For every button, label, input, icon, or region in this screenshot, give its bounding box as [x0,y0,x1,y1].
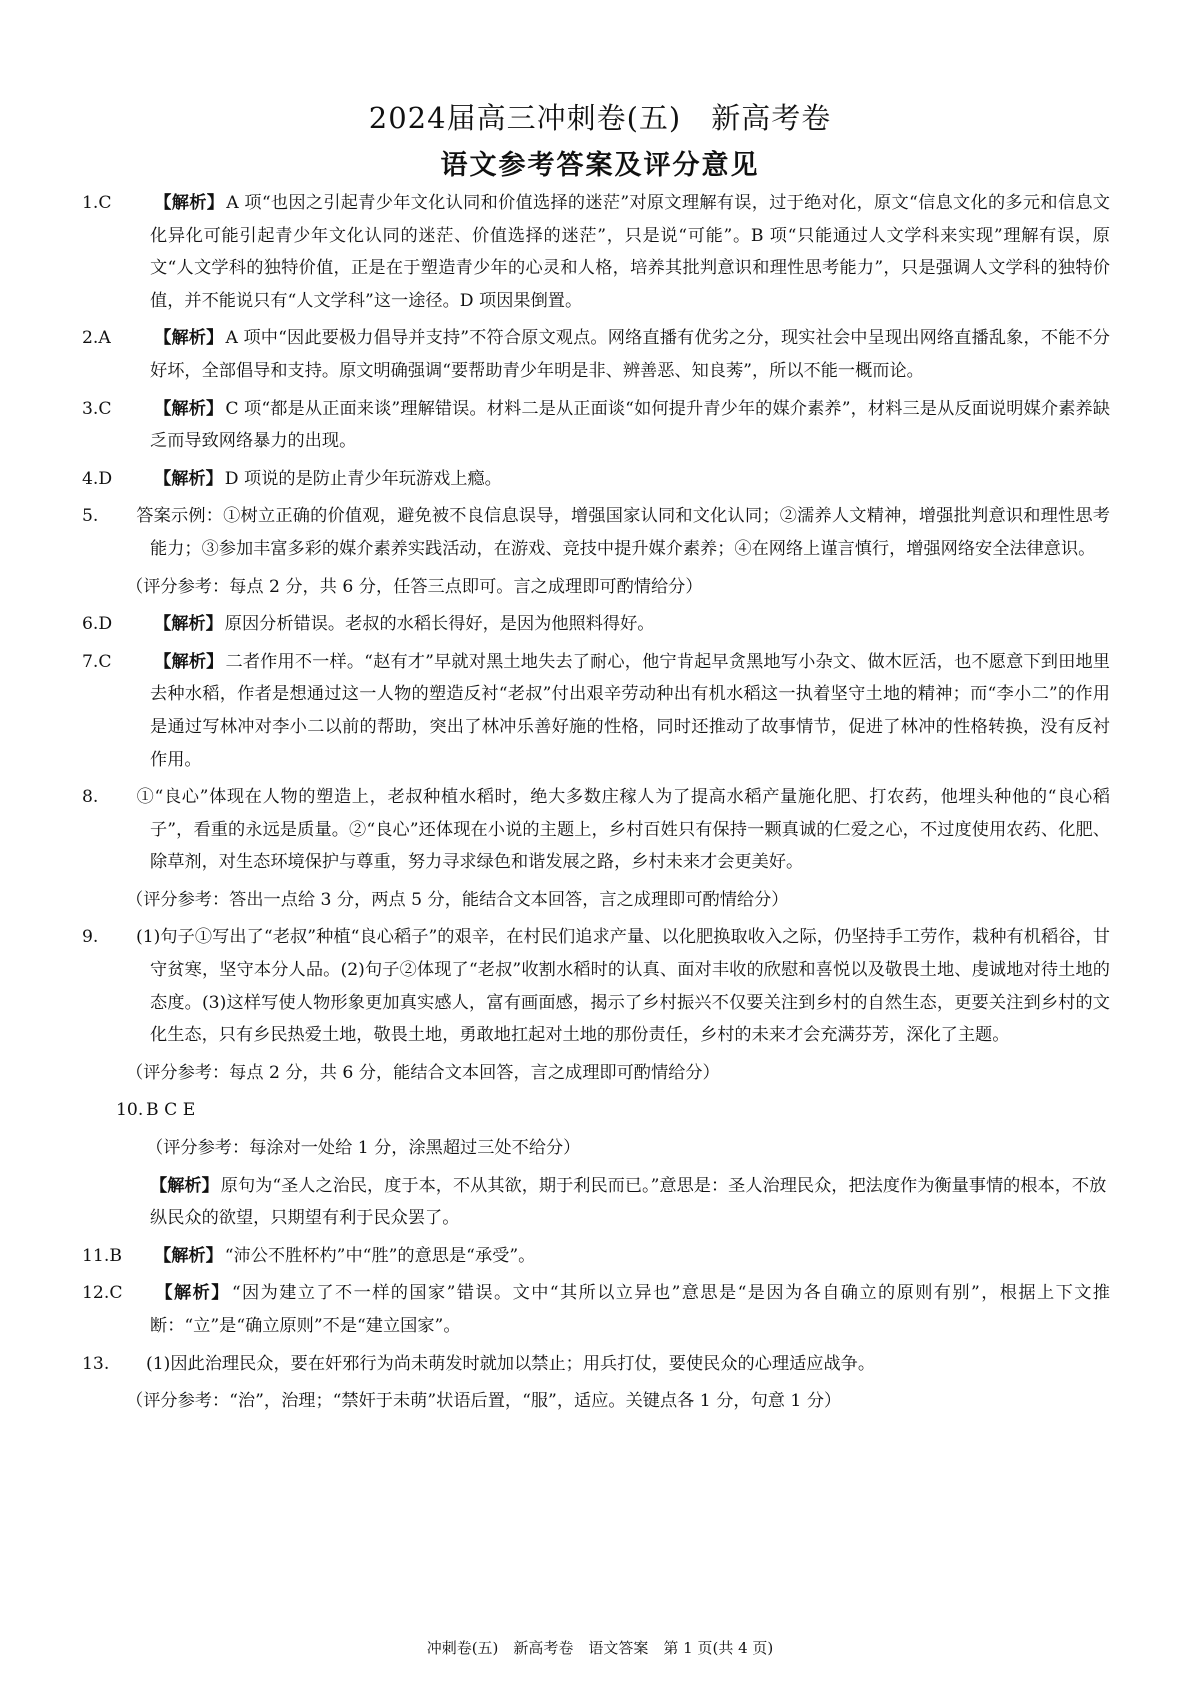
analysis-label: 【解析】 [154,193,225,213]
analysis-label: 【解析】 [154,328,224,349]
answer-item-5 [82,500,1110,565]
answer-text: “沛公不胜杯杓”中“胜”的意思是“承受”。 [224,1245,536,1266]
analysis-label: 【解析】 [154,1245,223,1266]
scoring-note-9: （评分参考：每点 2 分，共 6 分，能结合文本回答，言之成理即可酌情给分） [126,1062,720,1083]
answer-item-9 [82,921,1110,1051]
analysis-10 [116,1170,1110,1235]
answer-text: A 项“也因之引起青少年文化认同和价值选择的迷茫”对原文理解有误，过于绝对化，原文“信息文化的多元和信息文化异化可能引起青少年文化认同的迷茫、价值选择的迷茫”，只是说“可能”。B 项“只能通过人文学科来实现”理解有误，原文“人文学科的独特价值，正是在于塑造青少年的心灵和人格，培养其批判意识和理性思考能力”，只是强调人文学科的独特价值，并不能说只有“人文学科”这一途径。D 项因果倒置。 [150,193,1110,311]
answer-item-7 [82,646,1110,776]
answer-text: (1)句子①写出了“老叔”种植“良心稻子”的艰辛，在村民们追求产量、以化肥换取收入之际，仍坚持手工劳作，栽种有机稻谷，甘守贫寒，坚守本分人品。(2)句子②体现了“老叔”收割水稻时的认真、面对丰收的欣慰和喜悦以及敬畏土地、虔诚地对待土地的态度。(3)这样写使人物形象更加真实感人，富有画面感，揭示了乡村振兴不仅要关注到乡村的自然生态，更要关注到乡村的文化生态，只有乡民热爱土地，敬畏土地，勇敢地扛起对土地的那份责任，乡村的未来才会充满芬芳，深化了主题。 [136,927,1110,1046]
answer-item-8 [82,781,1110,879]
answer-text: A 项中“因此要极力倡导并支持”不符合原文观点。网络直播有优劣之分，现实社会中呈现出网络直播乱象，不能不分好坏，全部倡导和支持。原文明确强调“要帮助青少年明是非、辨善恶、知良莠”，所以不能一概而论。 [150,328,1110,381]
question-number: 2.A [82,328,111,349]
page-title: 2024届高三冲刺卷(五) 新高考卷 [368,101,832,135]
analysis-label: 【解析】 [154,614,223,635]
analysis-label: 【解析】 [154,398,224,419]
answer-item-3 [82,393,1110,458]
scoring-note-10: （评分参考：每涂对一处给 1 分，涂黑超过三处不给分） [146,1138,581,1159]
answer-item-11 [82,1240,1110,1273]
analysis-label: 【解析】 [154,468,223,489]
answer-item-2 [82,322,1110,387]
analysis-label: 【解析】 [150,1175,219,1196]
question-number: 7.C [82,651,112,672]
answer-item-1 [82,187,1110,317]
scoring-note-5: （评分参考：每点 2 分，共 6 分，任答三点即可。言之成理即可酌情给分） [126,576,703,597]
scoring-note-8: （评分参考：答出一点给 3 分，两点 5 分，能结合文本回答，言之成理即可酌情给分） [126,889,789,910]
answer-text: ①“良心”体现在人物的塑造上，老叔种植水稻时，绝大多数庄稼人为了提高水稻产量施化肥、打农药，他埋头种他的“良心稻子”，看重的永远是质量。②“良心”还体现在小说的主题上，乡村百姓只有保持一颗真诚的仁爱之心，不过度使用农药、化肥、除草剂，对生态环境保护与尊重，努力寻求绿色和谐发展之路，乡村未来才会更美好。 [136,787,1110,873]
question-number: 6.D [82,614,113,635]
question-number: 9. [82,927,99,948]
answer-list [82,187,1110,1423]
analysis-label: 【解析】 [154,651,224,672]
question-number: 1.C [82,193,112,213]
question-number: 5. [82,506,99,527]
answer-item-6 [82,608,1110,641]
question-number: 10. [116,1100,144,1121]
page-footer: 冲刺卷(五) 新高考卷 语文答案 第 1 页(共 4 页) [426,1639,774,1657]
answer-item-10 [116,1094,1110,1127]
answer-text: D 项说的是防止青少年玩游戏上瘾。 [224,468,502,489]
question-number: 8. [82,787,99,808]
question-number: 3.C [82,398,112,419]
answer-text: C 项“都是从正面来谈”理解错误。材料二是从正面谈“如何提升青少年的媒介素养”，材料三是从反面说明媒介素养缺乏而导致网络暴力的出现。 [150,398,1110,452]
question-number: 12.C [82,1283,123,1304]
answer-text: 二者作用不一样。“赵有才”早就对黑土地失去了耐心，他宁肯起早贪黑地写小杂文、做木匠活，也不愿意下到田地里去种水稻，作者是想通过这一人物的塑造反衬“老叔”付出艰辛劳动种出有机水稻这一执着坚守土地的精神；而“李小二”的作用是通过写林冲对李小二以前的帮助，突出了林冲乐善好施的性格，同时还推动了故事情节，促进了林冲的性格转换，没有反衬作用。 [150,651,1110,770]
answer-text: 原因分析错误。老叔的水稻长得好，是因为他照料得好。 [224,614,655,635]
answer-item-4 [82,463,1110,496]
scoring-note-13: （评分参考：“治”，治理；“禁奸于未萌”状语后置，“服”，适应。关键点各 1 分，句意 1 分） [126,1391,842,1412]
answer-item-13 [82,1348,1110,1381]
answer-text: (1)因此治理民众，要在奸邪行为尚未萌发时就加以禁止；用兵打仗，要使民众的心理适应战争。 [146,1353,876,1374]
analysis-text: 原句为“圣人之治民，度于本，不从其欲，期于利民而已。”意思是：圣人治理民众，把法度作为衡量事情的根本，不放纵民众的欲望，只期望有利于民众罢了。 [150,1175,1107,1229]
answer-text: “因为建立了不一样的国家”错误。文中“其所以立异也”意思是“是因为各自确立的原则有别”，根据上下文推断：“立”是“确立原则”不是“建立国家”。 [150,1283,1110,1336]
question-number: 4.D [82,468,113,489]
question-number: 11.B [82,1245,122,1266]
page-subtitle: 语文参考答案及评分意见 [440,150,760,181]
answer-text: B C E [146,1100,196,1121]
answer-item-12 [82,1277,1110,1342]
question-number: 13. [82,1353,110,1374]
analysis-label: 【解析】 [154,1283,230,1304]
answer-text: 答案示例：①树立正确的价值观，避免被不良信息误导，增强国家认同和文化认同；②濡养人文精神，增强批判意识和理性思考能力；③参加丰富多彩的媒介素养实践活动，在游戏、竞技中提升媒介素养；④在网络上谨言慎行，增强网络安全法律意识。 [136,506,1110,559]
